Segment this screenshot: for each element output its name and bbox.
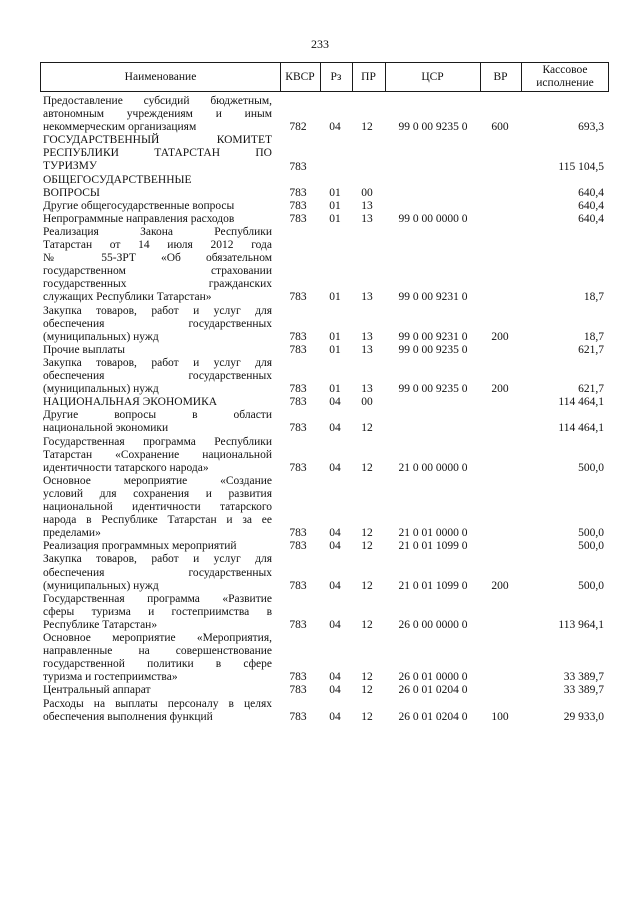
row-name [43, 213, 272, 226]
row-amount: 500,0 [578, 527, 604, 540]
table-row [0, 475, 640, 541]
row-name-line: Закупка товаров, работ и услуг для [43, 553, 272, 566]
row-pr: 13 [361, 212, 373, 225]
row-vr: 200 [491, 383, 509, 396]
row-name-line: автономным учреждениям и иным [43, 108, 272, 121]
row-name-line: Татарстан «Сохранение национальной [43, 448, 272, 461]
row-kvsr: 783 [289, 396, 307, 409]
table-row [0, 134, 640, 173]
row-pr: 13 [361, 330, 373, 343]
row-name-line: туризма и гостеприимства» [43, 671, 178, 684]
row-vr: 200 [491, 579, 509, 592]
row-pr: 12 [361, 540, 373, 553]
row-amount: 29 933,0 [563, 710, 604, 723]
row-kvsr: 782 [289, 121, 307, 134]
row-rz: 04 [329, 710, 341, 723]
row-pr: 12 [361, 671, 373, 684]
table-row [0, 698, 640, 724]
row-pr: 12 [361, 422, 373, 435]
row-name [43, 396, 272, 409]
row-kvsr: 783 [289, 383, 307, 396]
header-csr: ЦСР [421, 70, 444, 83]
header-amount: Кассовое исполнение [536, 64, 594, 89]
row-csr: 99 0 00 9231 0 [398, 330, 468, 343]
row-amount: 114 464,1 [558, 396, 604, 409]
table-row [0, 540, 640, 553]
row-name-line: пределами» [43, 527, 101, 540]
row-pr: 12 [361, 579, 373, 592]
row-name [43, 436, 272, 475]
row-amount: 500,0 [578, 540, 604, 553]
row-name-line: Прочие выплаты [43, 343, 126, 356]
row-name-line: Непрограммные направления расходов [43, 212, 235, 225]
row-name [43, 174, 272, 200]
row-rz: 04 [329, 618, 341, 631]
row-rz: 04 [329, 121, 341, 134]
row-amount: 113 964,1 [558, 618, 604, 631]
row-amount: 33 389,7 [563, 671, 604, 684]
row-name-line: некоммерческим организациям [43, 121, 197, 134]
row-name-line: обеспечения государственных [43, 566, 272, 579]
row-name-line: ТУРИЗМУ [43, 160, 97, 173]
row-csr: 21 0 01 1099 0 [398, 540, 468, 553]
row-amount: 621,7 [578, 343, 604, 356]
row-kvsr: 783 [289, 212, 307, 225]
row-csr: 99 0 00 9231 0 [398, 291, 468, 304]
row-name-line: Другие общегосударственные вопросы [43, 199, 235, 212]
row-name [43, 632, 272, 684]
row-rz: 04 [329, 671, 341, 684]
row-rz: 01 [329, 212, 341, 225]
row-name-line: обеспечения государственных [43, 317, 272, 330]
row-amount: 640,4 [578, 186, 604, 199]
row-pr: 00 [361, 396, 373, 409]
row-name [43, 540, 272, 553]
row-name-line: ГОСУДАРСТВЕННЫЙ КОМИТЕТ [43, 134, 272, 147]
row-name-line: НАЦИОНАЛЬНАЯ ЭКОНОМИКА [43, 396, 218, 409]
row-name-line: государственных гражданских [43, 278, 272, 291]
row-vr: 200 [491, 330, 509, 343]
row-rz: 01 [329, 199, 341, 212]
row-kvsr: 783 [289, 684, 307, 697]
row-csr: 21 0 01 1099 0 [398, 579, 468, 592]
row-name-line: Основное мероприятие «Мероприятия, [43, 632, 272, 645]
row-pr: 00 [361, 186, 373, 199]
row-name-line: идентичности татарского народа» [43, 461, 209, 474]
table-row [0, 553, 640, 592]
row-name-line: Закупка товаров, работ и услуг для [43, 356, 272, 369]
row-rz: 04 [329, 422, 341, 435]
row-name-line: государственной политики в сфере [43, 658, 272, 671]
row-name-line: Республике Татарстан» [43, 618, 158, 631]
row-pr: 12 [361, 527, 373, 540]
row-rz: 04 [329, 527, 341, 540]
row-csr: 26 0 01 0204 0 [398, 684, 468, 697]
row-kvsr: 783 [289, 186, 307, 199]
row-pr: 12 [361, 618, 373, 631]
table-row [0, 357, 640, 396]
row-name-line: (муниципальных) нужд [43, 579, 159, 592]
row-name [43, 409, 272, 435]
row-amount: 693,3 [578, 121, 604, 134]
header-vr: ВР [493, 70, 508, 83]
row-csr: 21 0 00 0000 0 [398, 461, 468, 474]
row-rz: 01 [329, 330, 341, 343]
row-csr: 99 0 00 9235 0 [398, 121, 468, 134]
row-pr: 12 [361, 710, 373, 723]
table-row [0, 213, 640, 226]
row-name [43, 226, 272, 305]
row-amount: 640,4 [578, 199, 604, 212]
table-row [0, 305, 640, 344]
row-name-line: государственном страховании [43, 265, 272, 278]
page-number: 233 [311, 37, 329, 51]
table-row [0, 593, 640, 632]
row-kvsr: 783 [289, 330, 307, 343]
row-pr: 13 [361, 199, 373, 212]
row-name-line: обеспечения государственных [43, 370, 272, 383]
table-row [0, 436, 640, 475]
row-csr: 26 0 01 0000 0 [398, 671, 468, 684]
row-name-line: (муниципальных) нужд [43, 383, 159, 396]
row-kvsr: 783 [289, 160, 307, 173]
row-pr: 12 [361, 684, 373, 697]
row-amount: 18,7 [583, 291, 604, 304]
row-name-line: (муниципальных) нужд [43, 330, 159, 343]
row-kvsr: 783 [289, 461, 307, 474]
row-name-line: Государственная программа Республики [43, 435, 272, 448]
row-csr: 21 0 01 0000 0 [398, 527, 468, 540]
row-kvsr: 783 [289, 579, 307, 592]
row-amount: 115 104,5 [558, 160, 604, 173]
row-name-line: направленные на совершенствование [43, 645, 272, 658]
row-kvsr: 783 [289, 343, 307, 356]
header-name: Наименование [124, 70, 197, 83]
row-name [43, 553, 272, 592]
row-pr: 13 [361, 383, 373, 396]
row-kvsr: 783 [289, 618, 307, 631]
row-amount: 114 464,1 [558, 422, 604, 435]
row-kvsr: 783 [289, 527, 307, 540]
row-rz: 04 [329, 579, 341, 592]
row-rz: 04 [329, 684, 341, 697]
row-amount: 500,0 [578, 579, 604, 592]
row-kvsr: 783 [289, 671, 307, 684]
row-name-line: Другие вопросы в области [43, 409, 272, 422]
table-row [0, 174, 640, 200]
row-csr: 26 0 01 0204 0 [398, 710, 468, 723]
row-name [43, 305, 272, 344]
row-pr: 13 [361, 343, 373, 356]
row-name [43, 593, 272, 632]
row-csr: 99 0 00 9235 0 [398, 383, 468, 396]
row-csr: 99 0 00 0000 0 [398, 212, 468, 225]
row-name-line: условий для сохранения и развития [43, 487, 272, 500]
row-name-line: служащих Республики Татарстан» [43, 291, 212, 304]
row-kvsr: 783 [289, 291, 307, 304]
row-vr: 100 [491, 710, 509, 723]
table-row [0, 95, 640, 134]
row-amount: 18,7 [583, 330, 604, 343]
table-row [0, 409, 640, 435]
table-header [40, 62, 609, 92]
row-name-line: обеспечения выполнения функций [43, 710, 213, 723]
row-name-line: Основное мероприятие «Создание [43, 474, 272, 487]
row-name-line: народа в Республике Татарстан и за ее [43, 514, 272, 527]
table-row [0, 396, 640, 409]
row-name [43, 698, 272, 724]
row-name-line: Государственная программа «Развитие [43, 592, 272, 605]
row-csr: 99 0 00 9235 0 [398, 343, 468, 356]
row-kvsr: 783 [289, 540, 307, 553]
header-rz: Рз [330, 70, 342, 83]
row-name-line: Расходы на выплаты персоналу в целях [43, 697, 272, 710]
row-name [43, 95, 272, 134]
row-name [43, 475, 272, 540]
row-rz: 04 [329, 396, 341, 409]
row-name-line: ВОПРОСЫ [43, 186, 100, 199]
row-name [43, 684, 272, 697]
table-row [0, 632, 640, 684]
row-name-line: № 55-ЗРТ «Об обязательном [43, 252, 272, 265]
row-amount: 640,4 [578, 212, 604, 225]
row-name [43, 357, 272, 396]
row-pr: 12 [361, 121, 373, 134]
row-rz: 04 [329, 540, 341, 553]
table-body [0, 95, 640, 724]
row-name-line: национальной экономики [43, 422, 169, 435]
row-name-line: РЕСПУБЛИКИ ТАТАРСТАН ПО [43, 147, 272, 160]
row-rz: 01 [329, 291, 341, 304]
row-name-line: национальной идентичности татарского [43, 501, 272, 514]
row-rz: 01 [329, 383, 341, 396]
row-name-line: Реализация Закона Республики [43, 225, 272, 238]
row-name-line: Предоставление субсидий бюджетным, [43, 95, 272, 107]
row-pr: 12 [361, 461, 373, 474]
row-name [43, 200, 272, 213]
row-kvsr: 783 [289, 199, 307, 212]
row-rz: 01 [329, 186, 341, 199]
row-name-line: Центральный аппарат [43, 684, 151, 697]
row-kvsr: 783 [289, 422, 307, 435]
table-row [0, 344, 640, 357]
row-name-line: ОБЩЕГОСУДАРСТВЕННЫЕ [43, 173, 192, 186]
row-rz: 01 [329, 343, 341, 356]
row-name-line: Реализация программных мероприятий [43, 540, 237, 553]
row-name-line: сферы туризма и гостеприимства в [43, 605, 272, 618]
row-kvsr: 783 [289, 710, 307, 723]
row-name-line: Татарстан от 14 июля 2012 года [43, 239, 272, 252]
row-csr: 26 0 00 0000 0 [398, 618, 468, 631]
header-kvsr: КВСР [285, 70, 315, 83]
row-pr: 13 [361, 291, 373, 304]
row-name [43, 344, 272, 357]
table-row [0, 200, 640, 213]
table-row [0, 226, 640, 305]
table-row [0, 684, 640, 697]
row-name-line: Закупка товаров, работ и услуг для [43, 304, 272, 317]
row-name [43, 134, 272, 173]
header-pr: ПР [361, 70, 376, 83]
row-amount: 33 389,7 [563, 684, 604, 697]
row-amount: 621,7 [578, 383, 604, 396]
row-rz: 04 [329, 461, 341, 474]
row-vr: 600 [491, 121, 509, 134]
row-amount: 500,0 [578, 461, 604, 474]
